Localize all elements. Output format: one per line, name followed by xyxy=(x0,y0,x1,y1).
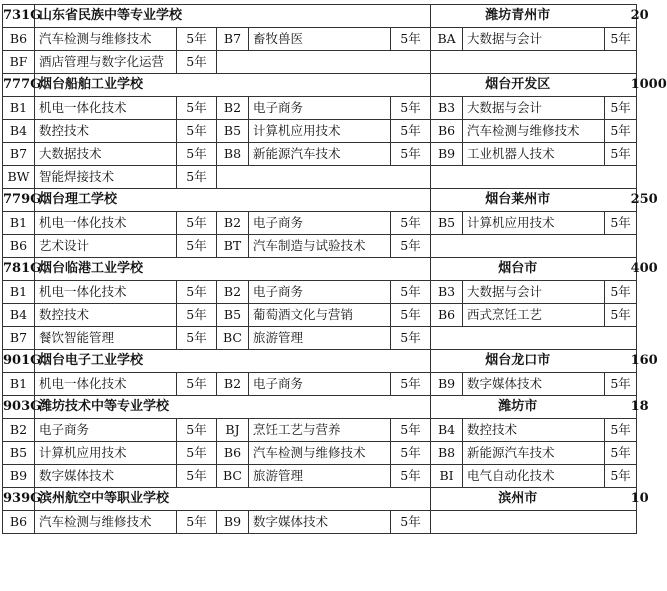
school-city: 潍坊市 xyxy=(431,396,605,419)
major-name: 酒店管理与数字化运营 xyxy=(35,51,177,74)
major-code: B2 xyxy=(217,281,249,304)
major-code: B8 xyxy=(431,442,463,465)
major-name: 汽车检测与维修技术 xyxy=(35,28,177,51)
major-name: 智能焊接技术 xyxy=(35,166,177,189)
program-duration: 5年 xyxy=(177,373,217,396)
major-code: B1 xyxy=(3,281,35,304)
empty-cell xyxy=(431,166,637,189)
enrollment-quota: 18 xyxy=(605,396,637,419)
major-row xyxy=(3,97,637,120)
major-name: 艺术设计 xyxy=(35,235,177,258)
major-code: B4 xyxy=(431,419,463,442)
major-code: B1 xyxy=(3,212,35,235)
major-name: 大数据技术 xyxy=(35,143,177,166)
major-code: BA xyxy=(431,28,463,51)
major-name: 数字媒体技术 xyxy=(35,465,177,488)
school-name: 烟台船舶工业学校 xyxy=(35,74,431,97)
major-code: B4 xyxy=(3,304,35,327)
empty-cell xyxy=(217,51,431,74)
major-code: B9 xyxy=(217,511,249,534)
school-city: 烟台市 xyxy=(431,258,605,281)
major-name: 电气自动化技术 xyxy=(463,465,605,488)
school-code: 903G xyxy=(3,396,35,419)
enrollment-quota: 20 xyxy=(605,5,637,28)
major-row xyxy=(3,51,637,74)
program-duration: 5年 xyxy=(391,235,431,258)
major-code: B9 xyxy=(3,465,35,488)
major-name: 数控技术 xyxy=(35,304,177,327)
program-duration: 5年 xyxy=(391,465,431,488)
major-name: 汽车制造与试验技术 xyxy=(249,235,391,258)
major-name: 机电一体化技术 xyxy=(35,212,177,235)
major-name: 计算机应用技术 xyxy=(463,212,605,235)
major-code: B9 xyxy=(431,373,463,396)
enrollment-table xyxy=(2,4,667,534)
major-row xyxy=(3,281,637,304)
major-code: B2 xyxy=(217,212,249,235)
program-duration: 5年 xyxy=(605,120,637,143)
school-code: 901G xyxy=(3,350,35,373)
program-duration: 5年 xyxy=(605,419,637,442)
program-duration: 5年 xyxy=(177,235,217,258)
program-duration: 5年 xyxy=(605,465,637,488)
school-name: 烟台理工学校 xyxy=(35,189,431,212)
major-row xyxy=(3,120,637,143)
program-duration: 5年 xyxy=(177,465,217,488)
enrollment-quota: 250 xyxy=(605,189,637,212)
program-duration: 5年 xyxy=(177,97,217,120)
major-row xyxy=(3,143,637,166)
major-row xyxy=(3,304,637,327)
empty-cell xyxy=(431,51,637,74)
major-name: 工业机器人技术 xyxy=(463,143,605,166)
major-name: 新能源汽车技术 xyxy=(249,143,391,166)
major-row xyxy=(3,465,637,488)
school-header-row xyxy=(3,396,637,419)
program-duration: 5年 xyxy=(605,304,637,327)
empty-cell xyxy=(217,166,431,189)
major-code: B4 xyxy=(3,120,35,143)
school-header-row xyxy=(3,189,637,212)
major-row xyxy=(3,28,637,51)
school-city: 烟台开发区 xyxy=(431,74,605,97)
enrollment-quota: 160 xyxy=(605,350,637,373)
school-name: 烟台电子工业学校 xyxy=(35,350,431,373)
major-name: 旅游管理 xyxy=(249,465,391,488)
major-name: 数字媒体技术 xyxy=(249,511,391,534)
major-code: B1 xyxy=(3,97,35,120)
major-name: 计算机应用技术 xyxy=(249,120,391,143)
school-header-row xyxy=(3,488,637,511)
major-code: B6 xyxy=(3,235,35,258)
major-code: B6 xyxy=(217,442,249,465)
program-duration: 5年 xyxy=(391,97,431,120)
program-duration: 5年 xyxy=(391,419,431,442)
major-name: 餐饮智能管理 xyxy=(35,327,177,350)
school-code: 731G xyxy=(3,5,35,28)
major-code: B2 xyxy=(217,373,249,396)
major-code: B5 xyxy=(217,120,249,143)
major-name: 数控技术 xyxy=(35,120,177,143)
school-city: 滨州市 xyxy=(431,488,605,511)
major-code: B2 xyxy=(217,97,249,120)
major-name: 电子商务 xyxy=(249,212,391,235)
empty-cell xyxy=(431,235,637,258)
program-duration: 5年 xyxy=(391,28,431,51)
major-code: B7 xyxy=(217,28,249,51)
program-duration: 5年 xyxy=(605,143,637,166)
school-name: 滨州航空中等职业学校 xyxy=(35,488,431,511)
major-row xyxy=(3,327,637,350)
major-name: 电子商务 xyxy=(249,281,391,304)
program-duration: 5年 xyxy=(177,143,217,166)
major-row xyxy=(3,166,637,189)
empty-cell xyxy=(431,327,637,350)
major-name: 汽车检测与维修技术 xyxy=(249,442,391,465)
program-duration: 5年 xyxy=(391,373,431,396)
major-name: 新能源汽车技术 xyxy=(463,442,605,465)
program-duration: 5年 xyxy=(177,511,217,534)
school-name: 烟台临港工业学校 xyxy=(35,258,431,281)
program-duration: 5年 xyxy=(177,120,217,143)
school-city: 烟台龙口市 xyxy=(431,350,605,373)
major-row xyxy=(3,511,637,534)
school-code: 777G xyxy=(3,74,35,97)
program-duration: 5年 xyxy=(391,511,431,534)
major-code: B5 xyxy=(3,442,35,465)
major-code: B8 xyxy=(217,143,249,166)
school-header-row xyxy=(3,74,637,97)
major-row xyxy=(3,442,637,465)
program-duration: 5年 xyxy=(391,442,431,465)
school-code: 781G xyxy=(3,258,35,281)
school-header-row xyxy=(3,258,637,281)
major-name: 大数据与会计 xyxy=(463,281,605,304)
major-row xyxy=(3,419,637,442)
program-duration: 5年 xyxy=(391,281,431,304)
major-code: B3 xyxy=(431,97,463,120)
program-duration: 5年 xyxy=(177,419,217,442)
program-duration: 5年 xyxy=(177,166,217,189)
major-name: 机电一体化技术 xyxy=(35,97,177,120)
program-duration: 5年 xyxy=(391,304,431,327)
major-code: BT xyxy=(217,235,249,258)
program-duration: 5年 xyxy=(177,28,217,51)
program-duration: 5年 xyxy=(177,212,217,235)
major-code: B5 xyxy=(431,212,463,235)
major-name: 畜牧兽医 xyxy=(249,28,391,51)
major-name: 机电一体化技术 xyxy=(35,281,177,304)
major-name: 大数据与会计 xyxy=(463,97,605,120)
program-duration: 5年 xyxy=(177,304,217,327)
enrollment-quota: 1000 xyxy=(605,74,637,97)
program-duration: 5年 xyxy=(177,51,217,74)
program-duration: 5年 xyxy=(177,327,217,350)
program-duration: 5年 xyxy=(605,281,637,304)
school-header-row xyxy=(3,5,637,28)
major-code: BI xyxy=(431,465,463,488)
program-duration: 5年 xyxy=(605,373,637,396)
major-code: BF xyxy=(3,51,35,74)
major-name: 西式烹饪工艺 xyxy=(463,304,605,327)
major-row xyxy=(3,212,637,235)
program-duration: 5年 xyxy=(605,28,637,51)
major-code: B3 xyxy=(431,281,463,304)
major-name: 烹饪工艺与营养 xyxy=(249,419,391,442)
major-code: B6 xyxy=(3,28,35,51)
major-name: 数字媒体技术 xyxy=(463,373,605,396)
major-row xyxy=(3,373,637,396)
program-duration: 5年 xyxy=(177,442,217,465)
school-city: 烟台莱州市 xyxy=(431,189,605,212)
major-name: 电子商务 xyxy=(35,419,177,442)
school-city: 潍坊青州市 xyxy=(431,5,605,28)
program-duration: 5年 xyxy=(391,327,431,350)
major-name: 机电一体化技术 xyxy=(35,373,177,396)
major-name: 汽车检测与维修技术 xyxy=(35,511,177,534)
major-code: BC xyxy=(217,327,249,350)
major-code: B6 xyxy=(3,511,35,534)
program-duration: 5年 xyxy=(391,212,431,235)
program-duration: 5年 xyxy=(605,212,637,235)
major-code: B1 xyxy=(3,373,35,396)
major-name: 电子商务 xyxy=(249,97,391,120)
major-name: 数控技术 xyxy=(463,419,605,442)
enrollment-quota: 400 xyxy=(605,258,637,281)
empty-cell xyxy=(431,511,637,534)
program-duration: 5年 xyxy=(605,97,637,120)
major-name: 旅游管理 xyxy=(249,327,391,350)
major-code: B6 xyxy=(431,304,463,327)
major-code: BC xyxy=(217,465,249,488)
major-name: 计算机应用技术 xyxy=(35,442,177,465)
school-code: 939G xyxy=(3,488,35,511)
major-name: 大数据与会计 xyxy=(463,28,605,51)
program-duration: 5年 xyxy=(391,143,431,166)
school-name: 山东省民族中等专业学校 xyxy=(35,5,431,28)
major-code: B6 xyxy=(431,120,463,143)
program-duration: 5年 xyxy=(177,281,217,304)
major-code: BW xyxy=(3,166,35,189)
major-name: 葡萄酒文化与营销 xyxy=(249,304,391,327)
major-row xyxy=(3,235,637,258)
program-duration: 5年 xyxy=(605,442,637,465)
enrollment-quota: 10 xyxy=(605,488,637,511)
major-code: B7 xyxy=(3,143,35,166)
school-name: 潍坊技术中等专业学校 xyxy=(35,396,431,419)
major-code: B2 xyxy=(3,419,35,442)
major-name: 电子商务 xyxy=(249,373,391,396)
major-code: B5 xyxy=(217,304,249,327)
program-duration: 5年 xyxy=(391,120,431,143)
major-code: B7 xyxy=(3,327,35,350)
major-code: B9 xyxy=(431,143,463,166)
major-name: 汽车检测与维修技术 xyxy=(463,120,605,143)
school-code: 779G xyxy=(3,189,35,212)
school-header-row xyxy=(3,350,637,373)
major-code: BJ xyxy=(217,419,249,442)
